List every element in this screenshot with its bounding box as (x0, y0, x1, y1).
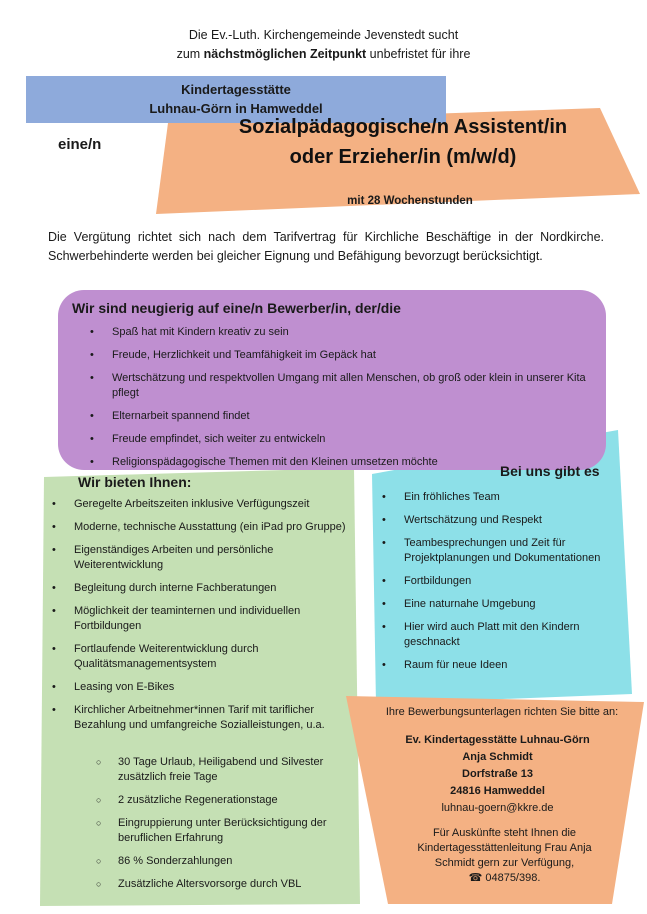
list-item: ○ Zusätzliche Altersvorsorge durch VBL (96, 877, 351, 892)
list-item: • Fortbildungen (382, 574, 622, 589)
offer-list (52, 497, 352, 741)
intro-line-1: Die Ev.-Luth. Kirchengemeinde Jevenstedt sucht (188, 28, 459, 42)
list-item: ○ 86 % Sonderzahlungen (96, 854, 351, 869)
phone-line (402, 871, 607, 886)
list-item: • Leasing von E-Bikes (52, 680, 352, 695)
position-title: Sozialpädagogische/n Assistent/in oder Erzieher/in (m/w/d) (238, 116, 568, 168)
offer-title: Wir bieten Ihnen: (78, 474, 192, 490)
apply-intro: Ihre Bewerbungsunterlagen richten Sie bitte an: (385, 706, 619, 718)
contact-city: 24816 Hamweddel (450, 785, 545, 797)
phone-number: 04875/398. (485, 872, 541, 884)
list-item: • Eine naturnahe Umgebung (382, 597, 622, 612)
contact-address (390, 732, 605, 817)
list-item: • Geregelte Arbeitszeiten inklusive Verfügungszeit (52, 497, 352, 512)
contact-name: Ev. Kindertagesstätte Luhnau-Görn (405, 734, 590, 746)
list-item: • Wertschätzung und respektvollen Umgang mit allen Menschen, ob groß oder klein in unserer Kita pflegt (90, 371, 595, 401)
phone-icon: ☎ (468, 872, 483, 884)
list-item: • Möglichkeit der teaminternen und individuellen Fortbildungen (52, 604, 352, 634)
list-item: • Freude empfindet, sich weiter zu entwickeln (90, 432, 595, 447)
list-item: • Wertschätzung und Respekt (382, 513, 622, 528)
offer-sublist (96, 755, 351, 900)
contact-person: Anja Schmidt (462, 751, 533, 763)
kita-name: Kindertagesstätte Luhnau-Görn in Hamweddel (149, 82, 323, 116)
list-item: • Raum für neue Ideen (382, 658, 622, 673)
list-item: • Religionspädagogische Themen mit den Kleinen umsetzen möchte (90, 455, 595, 470)
position-prefix: eine/n (58, 136, 102, 153)
list-item: • Kirchlicher Arbeitnehmer*innen Tarif mit tariflicher Bezahlung und umfangreiche Sozialleistungen, u.a. (52, 703, 352, 733)
list-item: ○ 2 zusätzliche Regenerationstage (96, 793, 351, 808)
contact-email[interactable]: luhnau-goern@kkre.de (441, 802, 554, 814)
intro-line-2: zum nächstmöglichen Zeitpunkt unbefristet für ihre (176, 47, 471, 61)
candidate-list (90, 325, 595, 478)
list-item: • Fortlaufende Weiterentwicklung durch Qualitätsmanagementsystem (52, 642, 352, 672)
list-item: • Ein fröhliches Team (382, 490, 622, 505)
list-item: ○ 30 Tage Urlaub, Heiligabend und Silvester zusätzlich freie Tage (96, 755, 351, 785)
salary-paragraph: Die Vergütung richtet sich nach dem Tarifvertrag für Kirchliche Beschäftige in der Nordkirche. Schwerbehinderte werden bei gleicher Eignung und Befähigung bevorzugt berücksichtigt. (48, 230, 604, 263)
us-list (382, 490, 622, 681)
candidate-title: Wir sind neugierig auf eine/n Bewerber/in, der/die (72, 300, 401, 316)
list-item: • Spaß hat mit Kindern kreativ zu sein (90, 325, 595, 340)
intro-text (0, 26, 647, 64)
list-item: • Moderne, technische Ausstattung (ein iPad pro Gruppe) (52, 520, 352, 535)
list-item: ○ Eingruppierung unter Berücksichtigung der beruflichen Erfahrung (96, 816, 351, 846)
us-title: Bei uns gibt es (500, 463, 600, 479)
position-hours: mit 28 Wochenstunden (347, 195, 473, 207)
list-item: • Eigenständiges Arbeiten und persönliche Weiterentwicklung (52, 543, 352, 573)
contact-street: Dorfstraße 13 (462, 768, 533, 780)
list-item: • Teambesprechungen und Zeit für Projektplanungen und Dokumentationen (382, 536, 622, 566)
list-item: • Begleitung durch interne Fachberatungen (52, 581, 352, 596)
list-item: • Elternarbeit spannend findet (90, 409, 595, 424)
info-text: Für Auskünfte steht Ihnen die Kindertagesstättenleitung Frau Anja Schmidt gern zur Verfügung, ☎ 04875/398. (402, 826, 607, 886)
list-item: • Freude, Herzlichkeit und Teamfähigkeit im Gepäck hat (90, 348, 595, 363)
list-item: • Hier wird auch Platt mit den Kindern geschnackt (382, 620, 622, 650)
